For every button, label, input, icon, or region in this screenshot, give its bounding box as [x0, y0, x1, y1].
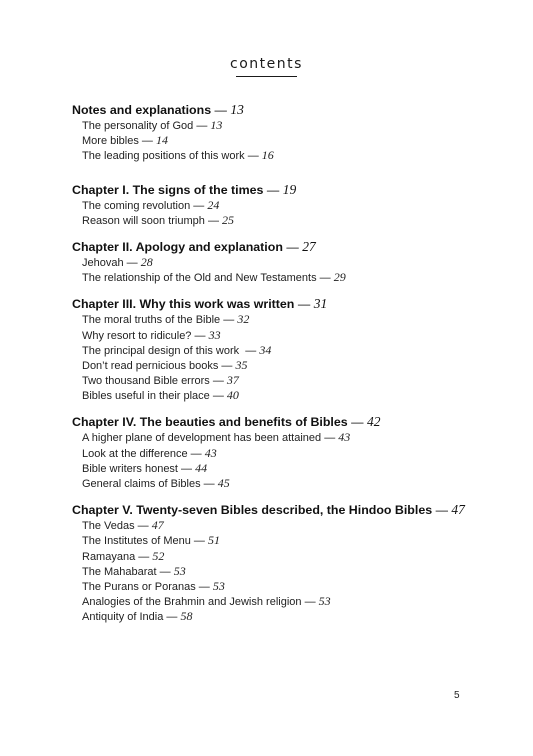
page-number: 5: [454, 690, 460, 701]
entry-text: More bibles: [82, 135, 139, 148]
toc-section: [72, 413, 502, 491]
heading-text: Notes and explanations: [72, 103, 212, 117]
toc-entry: The leading positions of this work — 16: [82, 148, 274, 163]
toc-section: [72, 295, 502, 403]
toc-entry: A higher plane of development has been attained — 43: [82, 430, 351, 445]
entry-page: 43: [204, 445, 217, 460]
heading-page: 13: [230, 102, 244, 117]
entry-page: 24: [207, 197, 220, 212]
entry-page: 14: [155, 133, 168, 148]
entry-text: Analogies of the Brahmin and Jewish religion: [82, 596, 302, 609]
contents-title: contents: [230, 56, 303, 72]
toc-entry: Two thousand Bible errors — 37: [82, 373, 239, 388]
entry-page: 53: [173, 563, 186, 578]
entry-text: General claims of Bibles: [82, 478, 201, 490]
heading-page: 47: [451, 502, 465, 518]
entry-text: The coming revolution: [82, 199, 191, 212]
entry-page: 40: [226, 388, 239, 403]
toc-entry: General claims of Bibles — 45: [82, 476, 230, 490]
entry-page: 43: [338, 430, 351, 445]
toc-entry: Ramayana — 52: [82, 548, 165, 563]
toc-entry: Look at the difference — 43: [82, 445, 217, 460]
entry-page: 52: [152, 548, 165, 563]
toc-section: [72, 181, 502, 228]
entry-text: The principal design of this work: [82, 344, 240, 357]
entry-page: 29: [333, 270, 346, 285]
entry-text: Look at the difference: [82, 447, 188, 460]
entry-page: 35: [235, 357, 248, 372]
entry-page: 25: [222, 212, 235, 227]
heading-page: 31: [313, 296, 328, 312]
entry-text: Two thousand Bible errors: [82, 375, 210, 388]
entry-page: 44: [195, 460, 208, 475]
toc-entry: The coming revolution — 24: [82, 197, 220, 212]
toc-entry: Antiquity of India — 58: [82, 609, 193, 624]
entry-page: 53: [318, 594, 331, 609]
toc-heading: Notes and explanations — 13: [72, 102, 244, 117]
toc-entry: Why resort to ridicule? — 33: [82, 327, 221, 342]
heading-text: Chapter III. Why this work was written: [72, 297, 295, 312]
toc-section: [72, 501, 502, 624]
toc-entry: The relationship of the Old and New Testaments — 29: [82, 270, 346, 285]
toc-entry: The principal design of this work — 34: [82, 342, 272, 357]
toc-entry: The Mahabarat — 53: [82, 563, 186, 578]
title-underline: [236, 76, 297, 77]
entry-text: Don’t read pernicious books: [82, 359, 219, 372]
toc-entry: Bibles useful in their place — 40: [82, 388, 239, 403]
entry-text: Reason will soon triumph: [82, 214, 205, 227]
entry-text: The Purans or Poranas: [82, 580, 196, 593]
toc-section: [72, 101, 502, 164]
toc-entry: The Institutes of Menu — 51: [82, 533, 220, 548]
entry-page: 32: [237, 312, 250, 327]
entry-page: 47: [151, 518, 164, 533]
toc-heading: Chapter IV. The beauties and benefits of Bibles — 42: [72, 414, 381, 430]
entry-page: 34: [259, 342, 272, 357]
entry-text: Antiquity of India: [82, 611, 164, 624]
toc-entry: Don’t read pernicious books — 35: [82, 357, 248, 372]
entry-text: The Institutes of Menu: [82, 535, 191, 548]
toc-entry: Analogies of the Brahmin and Jewish religion — 53: [82, 594, 331, 609]
toc-heading: Chapter III. Why this work was written — 31: [72, 296, 328, 312]
toc-heading: Chapter II. Apology and explanation — 27: [72, 238, 316, 254]
heading-text: Chapter V. Twenty-seven Bibles described, the Hindoo Bibles: [72, 503, 433, 518]
toc-entry: Reason will soon triumph — 25: [82, 212, 235, 227]
toc-section: [72, 238, 502, 285]
entry-text: Bible writers honest: [82, 462, 178, 475]
entry-text: The moral truths of the Bible: [82, 314, 221, 327]
toc-entry: The Purans or Poranas — 53: [82, 578, 225, 593]
toc-entry: The Vedas — 47: [82, 518, 164, 533]
entry-page: 37: [226, 373, 239, 388]
heading-text: Chapter I. The signs of the times: [72, 182, 264, 197]
heading-text: Chapter IV. The beauties and benefits of Bibles: [72, 415, 348, 430]
entry-page: 33: [208, 327, 221, 342]
toc-entry: The personality of God — 13: [82, 118, 223, 132]
entry-text: Ramayana: [82, 550, 136, 563]
entry-page: 13: [210, 118, 223, 132]
entry-text: Why resort to ridicule?: [82, 329, 192, 342]
entry-page: 16: [261, 148, 274, 163]
toc-heading: Chapter V. Twenty-seven Bibles described, the Hindoo Bibles — 47: [72, 502, 465, 518]
heading-text: Chapter II. Apology and explanation: [72, 239, 283, 254]
entry-text: Bibles useful in their place: [82, 390, 210, 403]
entry-page: 51: [207, 533, 220, 548]
entry-page: 28: [140, 254, 153, 269]
toc-entry: More bibles — 14: [82, 133, 168, 148]
table-of-contents: [72, 101, 502, 625]
entry-text: The leading positions of this work: [82, 150, 245, 163]
entry-text: The Vedas: [82, 520, 135, 533]
toc-entry: The moral truths of the Bible — 32: [82, 312, 250, 327]
entry-page: 53: [212, 578, 225, 593]
heading-page: 42: [366, 414, 381, 430]
heading-page: 19: [282, 181, 297, 197]
entry-text: The personality of God: [82, 120, 194, 132]
entry-text: The relationship of the Old and New Testaments: [82, 272, 317, 285]
toc-heading: Chapter I. The signs of the times — 19: [72, 181, 297, 197]
entry-text: Jehovah: [82, 256, 124, 269]
entry-text: The Mahabarat: [82, 565, 157, 578]
entry-page: 45: [217, 476, 230, 490]
entry-page: 58: [180, 609, 193, 624]
entry-text: A higher plane of development has been attained: [82, 432, 322, 445]
toc-entry: Jehovah — 28: [82, 254, 153, 269]
toc-entry: Bible writers honest — 44: [82, 460, 208, 475]
heading-page: 27: [302, 238, 316, 254]
